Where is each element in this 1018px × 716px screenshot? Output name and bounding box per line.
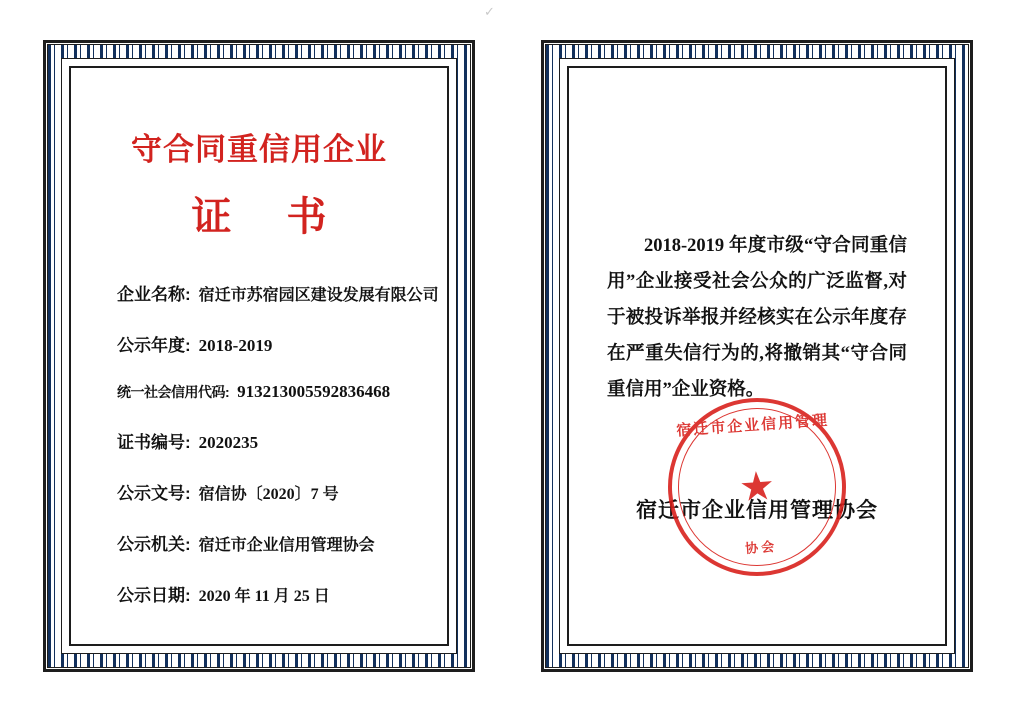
field-value-company-name: 宿迁市苏宿园区建设发展有限公司 bbox=[198, 287, 439, 304]
left-panel-content bbox=[73, 70, 445, 642]
field-row-publicity-year bbox=[117, 331, 419, 356]
field-row-company-name bbox=[117, 280, 439, 305]
certificate-fields-list bbox=[99, 280, 439, 606]
field-value-publicity-date: 2020 年 11 月 25 日 bbox=[198, 588, 330, 605]
seal-inner-ring bbox=[673, 403, 842, 572]
field-value-credit-code: 913213005592836468 bbox=[237, 382, 391, 401]
field-row-publicity-date bbox=[117, 581, 419, 606]
field-label-certificate-number: 证书编号: bbox=[117, 433, 191, 452]
field-row-document-number bbox=[117, 479, 419, 504]
field-label-publicity-date: 公示日期: bbox=[117, 586, 191, 605]
field-row-issuing-authority bbox=[117, 530, 419, 555]
field-label-company-name: 企业名称: bbox=[117, 285, 191, 304]
field-value-certificate-number: 2020235 bbox=[198, 433, 259, 452]
signature-area bbox=[571, 411, 943, 556]
field-value-issuing-authority: 宿迁市企业信用管理协会 bbox=[198, 537, 375, 554]
official-seal-stamp bbox=[662, 392, 852, 582]
field-row-certificate-number bbox=[117, 428, 419, 453]
statement-paragraph: 2018-2019 年度市级“守合同重信用”企业接受社会公众的广泛监督,对于被投诉举报并经核实在公示年度存在严重失信行为的,将撤销其“守合同重信用”企业资格。 bbox=[607, 236, 907, 400]
certificate-title-line2: 证 书 bbox=[191, 195, 349, 239]
field-label-issuing-authority: 公示机关: bbox=[117, 535, 191, 554]
certificate-right-panel bbox=[541, 40, 973, 672]
certificate-title-line1: 守合同重信用企业 bbox=[131, 132, 387, 167]
field-value-publicity-year: 2018-2019 bbox=[198, 336, 273, 355]
field-label-credit-code: 统一社会信用代码: bbox=[117, 384, 230, 400]
star-icon: ★ bbox=[737, 462, 777, 511]
field-value-document-number: 宿信协〔2020〕7 号 bbox=[198, 486, 339, 503]
field-row-credit-code bbox=[117, 382, 419, 402]
right-panel-content bbox=[571, 70, 943, 642]
certificate-left-panel bbox=[43, 40, 475, 672]
seal-bottom-text: 协会 bbox=[744, 538, 778, 556]
seal-top-text: 宿迁市企业信用管理 bbox=[675, 411, 830, 440]
scan-artifact-mark: ✓ bbox=[484, 4, 495, 19]
issuing-organization-name: 宿迁市企业信用管理协会 bbox=[636, 498, 878, 522]
field-label-document-number: 公示文号: bbox=[117, 484, 191, 503]
field-label-publicity-year: 公示年度: bbox=[117, 336, 191, 355]
